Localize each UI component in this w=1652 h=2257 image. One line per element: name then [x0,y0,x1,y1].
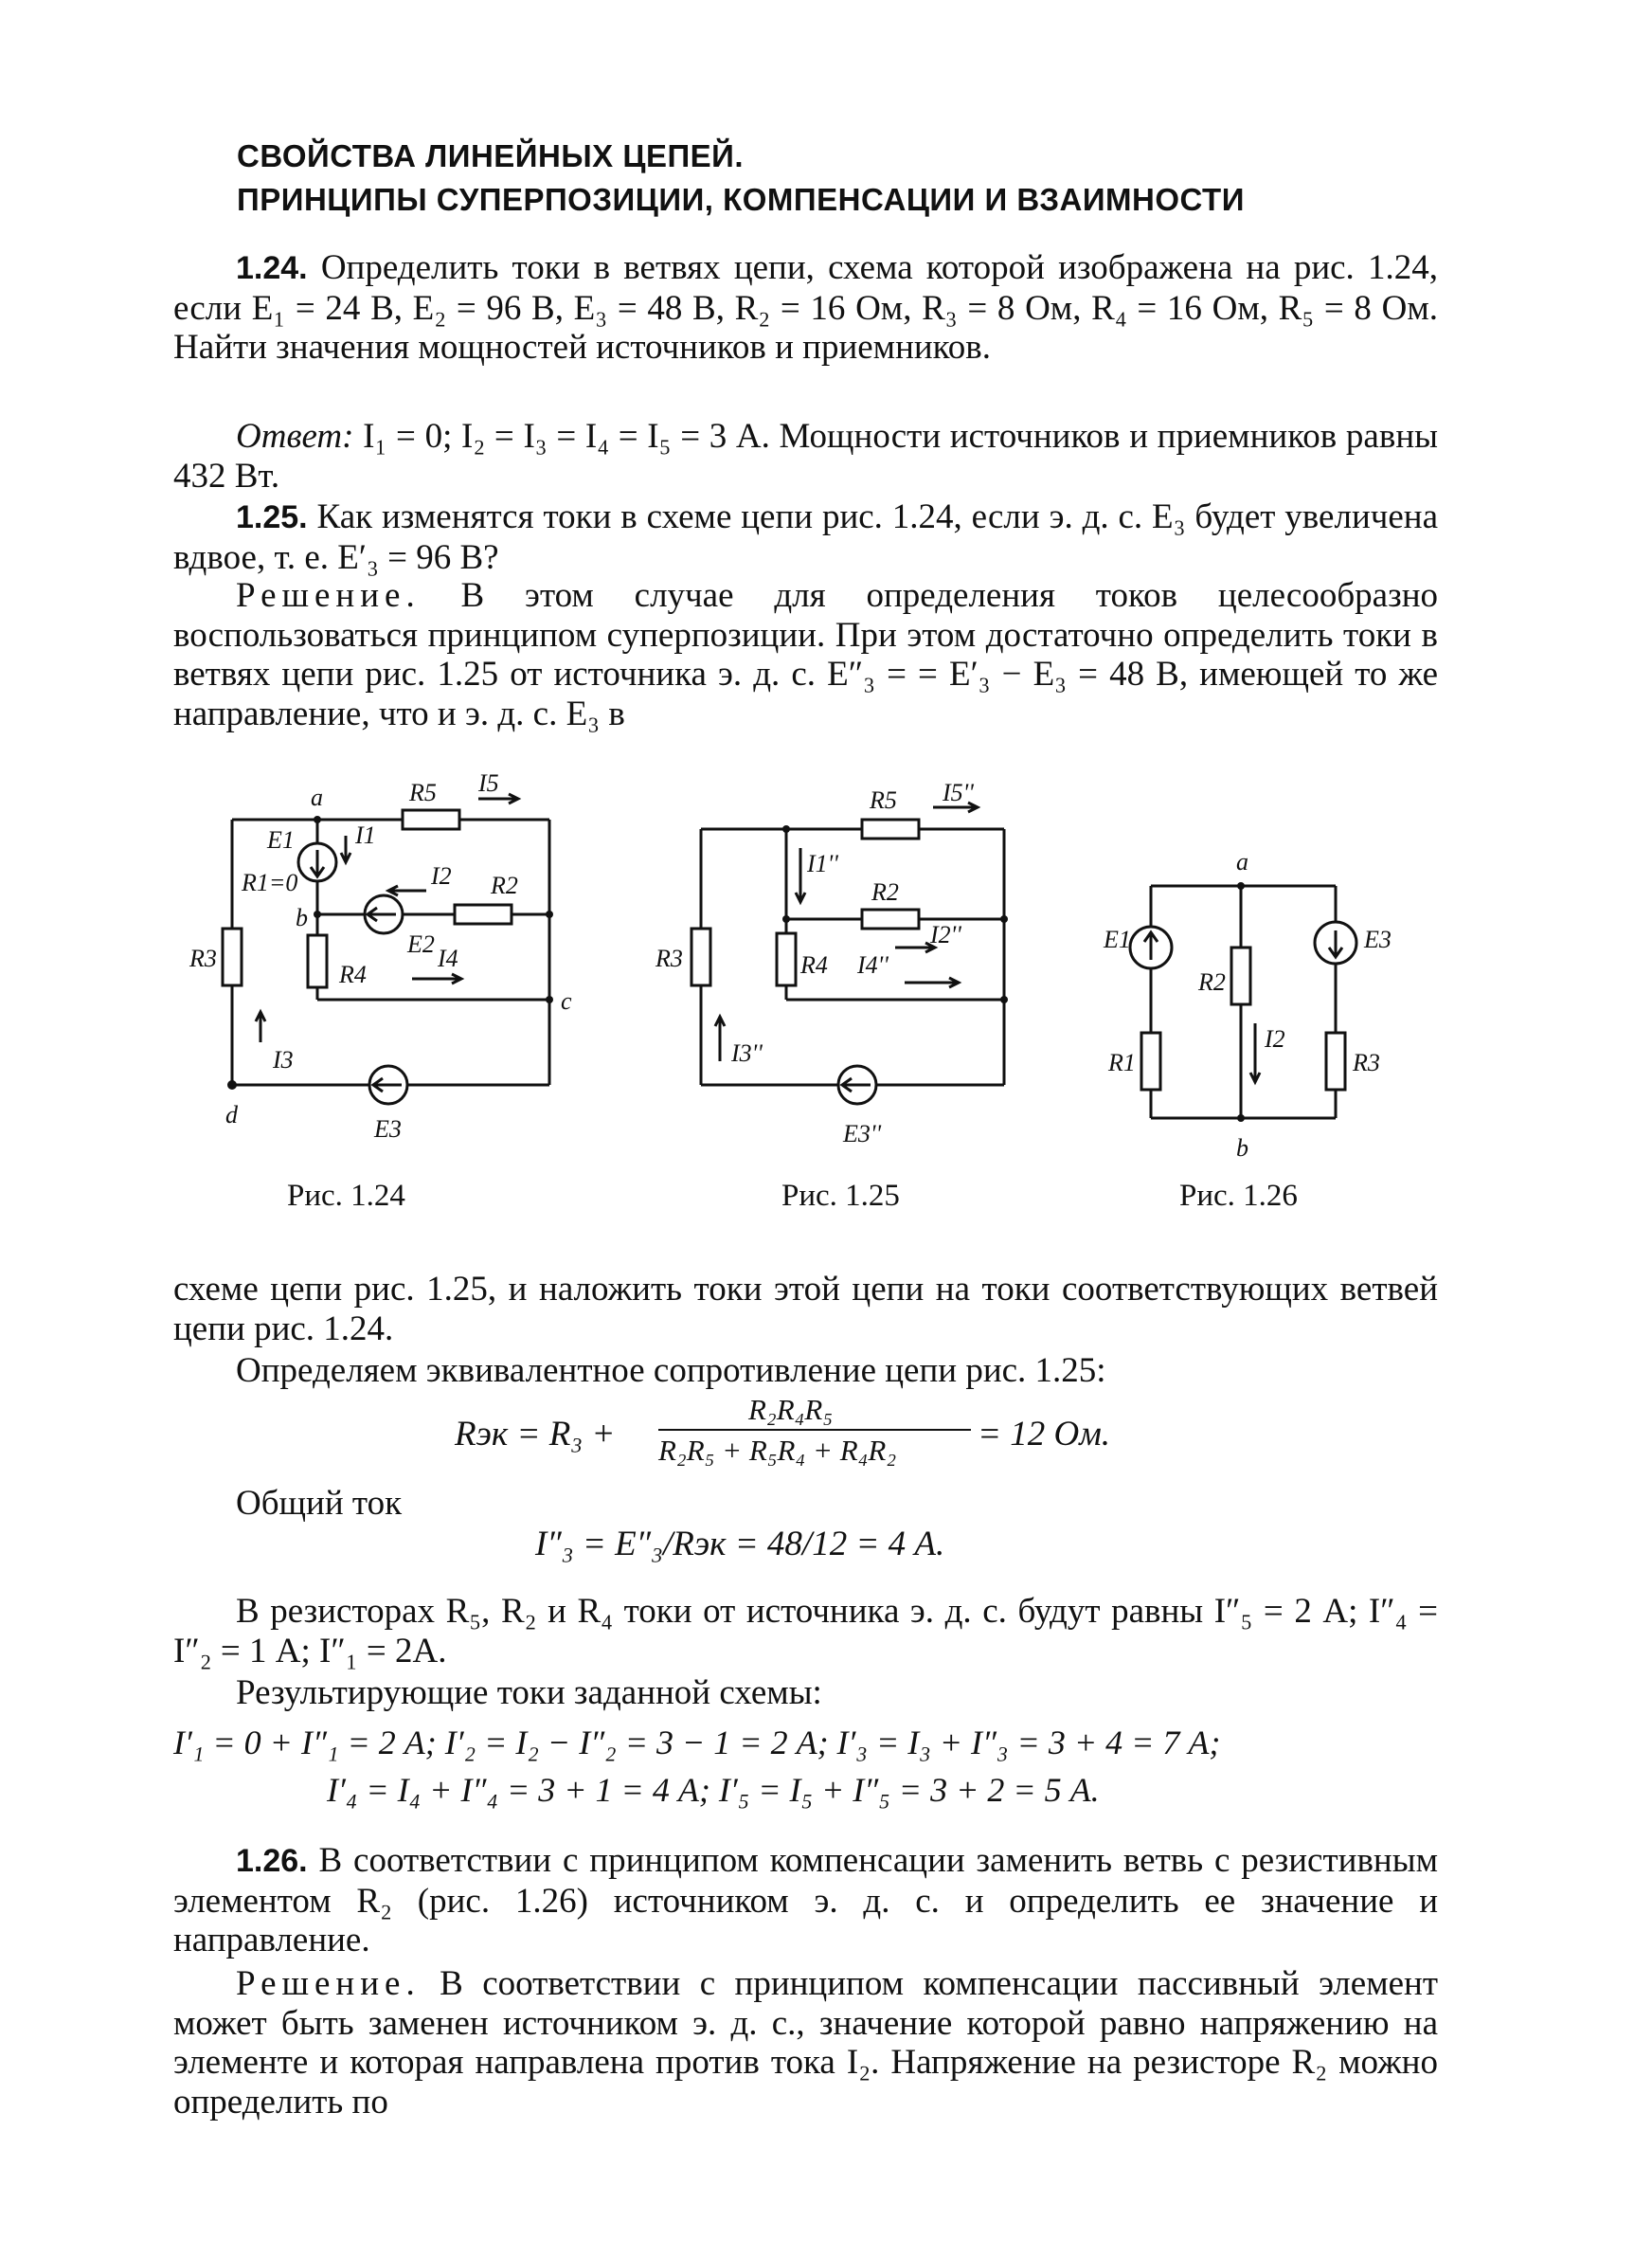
label-r2: R2 [871,878,899,906]
label-r3: R3 [189,945,217,972]
label-r2: R2 [1198,968,1226,996]
label-r1: R1=0 [242,869,298,896]
solution-1-26 [173,1964,1438,2122]
problem-number: 1.26. [236,1843,308,1879]
label-r3: R3 [655,945,683,972]
label-e3: E3'' [843,1120,882,1147]
answer-text: I₁ = 0; I₂ = I₃ = I₄ = I₅ = 3 А. Мощности источников и приемников равны 432 Вт. [173,417,1438,496]
label-node-a: a [311,784,323,811]
section-title-line2: ПРИНЦИПЫ СУПЕРПОЗИЦИИ, КОМПЕНСАЦИИ И ВЗАИМНОСТИ [237,182,1245,217]
resistor-r1 [1141,1033,1160,1090]
eq-req-lhs: Rэк = R₃ + [455,1415,616,1454]
eq-req-fraction-bar [658,1429,971,1431]
problem-1-26 [173,1841,1438,1960]
label-i4: I4'' [857,951,889,979]
problem-text: В соответствии с принципом компенсации заменить ветвь с резистивным элементом R₂ (рис. 1.26) источником э. д. с. и определить ее значение и направление. [173,1841,1438,1959]
resistor-r2 [455,905,512,924]
circuit-1-26 [1080,843,1459,1175]
label-r4: R4 [800,951,828,979]
continuation-paragraph: схеме цепи рис. 1.25, и наложить токи этой цепи на токи соответствующих ветвей цепи рис. 1.24. [173,1270,1438,1348]
problem-number: 1.24. [236,250,308,286]
label-r2: R2 [491,872,518,899]
resistor-r5 [403,810,459,829]
resistor-r3 [1326,1033,1345,1090]
label-e3: E3 [1364,926,1392,953]
figure-1-26 [1080,843,1459,1180]
label-r3: R3 [1353,1049,1380,1076]
circuit-1-24 [189,769,587,1170]
result-intro: Результирующие токи заданной схемы: [236,1673,822,1712]
figure-1-25 [644,772,1042,1175]
eq-req-numerator: R₂R₄R₅ [748,1393,834,1426]
label-e1: E1 [267,826,295,854]
solution-1-25 [173,576,1438,733]
solution-text: В соответствии с принципом компенсации пассивный элемент может быть заменен источником э. д. с., значение которой равно напряжению на элементе и которая направлена против тока I₂. Напряжение на резисторе R₂ можно определить по [173,1964,1439,2122]
result-line-1: I′₁ = 0 + I″₁ = 2 А; I′₂ = I₂ − I″₂ = 3 − 1 = 2 А; I′₃ = I₃ + I″₃ = 3 + 4 = 7 А; [173,1724,1221,1761]
label-i1: I1'' [807,850,838,877]
problem-text: Определить токи в ветвях цепи, схема которой изображена на рис. 1.24, если E₁ = 24 В, E₂ = 96 В, E₃ = 48 В, R₂ = 16 Ом, R₃ = 8 Ом, R₄ = 16 Ом, R₅ = 8 Ом. Найти значения мощностей источников и приемников. [173,248,1438,367]
label-r5: R5 [409,779,437,806]
resistor-r4 [308,935,327,987]
label-r1: R1 [1108,1049,1136,1076]
label-node-a: a [1236,848,1248,876]
caption-fig-1-25: Рис. 1.25 [781,1179,900,1213]
solution-text: В этом случае для определения токов целесообразно воспользоваться принципом суперпозиции. При этом достаточно определить токи в ветвях цепи рис. 1.25 от источника э. д. с. E″₃ = = E′₃ − E₃ = 48 В, имеющей то же направление, что и э. д. с. E₃ в [173,576,1439,733]
label-i2: I2 [1265,1025,1285,1053]
eq-i3: I″₃ = E″₃/Rэк = 48/12 = 4 А. [535,1525,945,1563]
problem-text: Как изменятся токи в схеме цепи рис. 1.24, если э. д. с. E₃ будет увеличена вдвое, т. е. E′₃ = 96 В? [173,497,1438,577]
answer-1-24 [173,417,1438,496]
label-i4: I4 [438,945,458,972]
label-i2: I2 [431,862,452,890]
label-r5: R5 [870,786,897,814]
total-current-label: Общий ток [236,1484,403,1523]
problem-1-24 [173,248,1438,368]
resistor-r4 [777,933,796,985]
resistor-r3 [223,929,242,985]
resistor-r5 [862,820,919,839]
resistor-r3 [691,929,710,985]
circuit-1-25 [644,772,1042,1170]
result-line-2: I′₄ = I₄ + I″₄ = 3 + 1 = 4 А; I′₅ = I₅ + I″₅ = 3 + 2 = 5 А. [327,1771,1100,1809]
caption-fig-1-26: Рис. 1.26 [1179,1179,1298,1213]
label-i1: I1 [355,822,376,849]
answer-label: Ответ: [236,417,354,456]
eq-req-rhs: = 12 Ом. [978,1415,1111,1454]
label-e1: E1 [1104,926,1131,953]
section-title-line1: СВОЙСТВА ЛИНЕЙНЫХ ЦЕПЕЙ. [237,138,745,173]
caption-fig-1-24: Рис. 1.24 [287,1179,405,1213]
equivalent-intro: Определяем эквивалентное сопротивление цепи рис. 1.25: [236,1351,1106,1390]
solution-label: Решение. [236,576,421,615]
problem-number: 1.25. [236,499,308,535]
label-node-c: c [561,987,572,1015]
label-node-d: d [225,1101,238,1128]
label-e3: E3 [374,1115,402,1143]
resistor-r2 [1231,948,1250,1004]
label-i3: I3 [273,1046,294,1074]
label-i5: I5'' [943,779,974,806]
problem-1-25 [173,497,1438,577]
label-node-b: b [1236,1134,1248,1162]
solution-label: Решение. [236,1964,421,2003]
label-r4: R4 [339,961,367,988]
label-e2: E2 [407,930,435,958]
label-i5: I5 [478,769,499,797]
label-i2: I2'' [930,921,961,948]
label-i3: I3'' [731,1039,763,1067]
resistor-currents-paragraph [173,1592,1438,1670]
figure-1-24 [189,769,587,1175]
eq-req-denominator: R₂R₅ + R₅R₄ + R₄R₂ [658,1434,897,1467]
label-node-b: b [296,904,308,931]
resistor-r2 [862,910,919,929]
resistor-currents-text: В резисторах R₅, R₂ и R₄ токи от источника э. д. с. будут равны I″₅ = 2 А; I″₄ = I″₂ = 1 А; I″₁ = 2А. [173,1592,1438,1670]
